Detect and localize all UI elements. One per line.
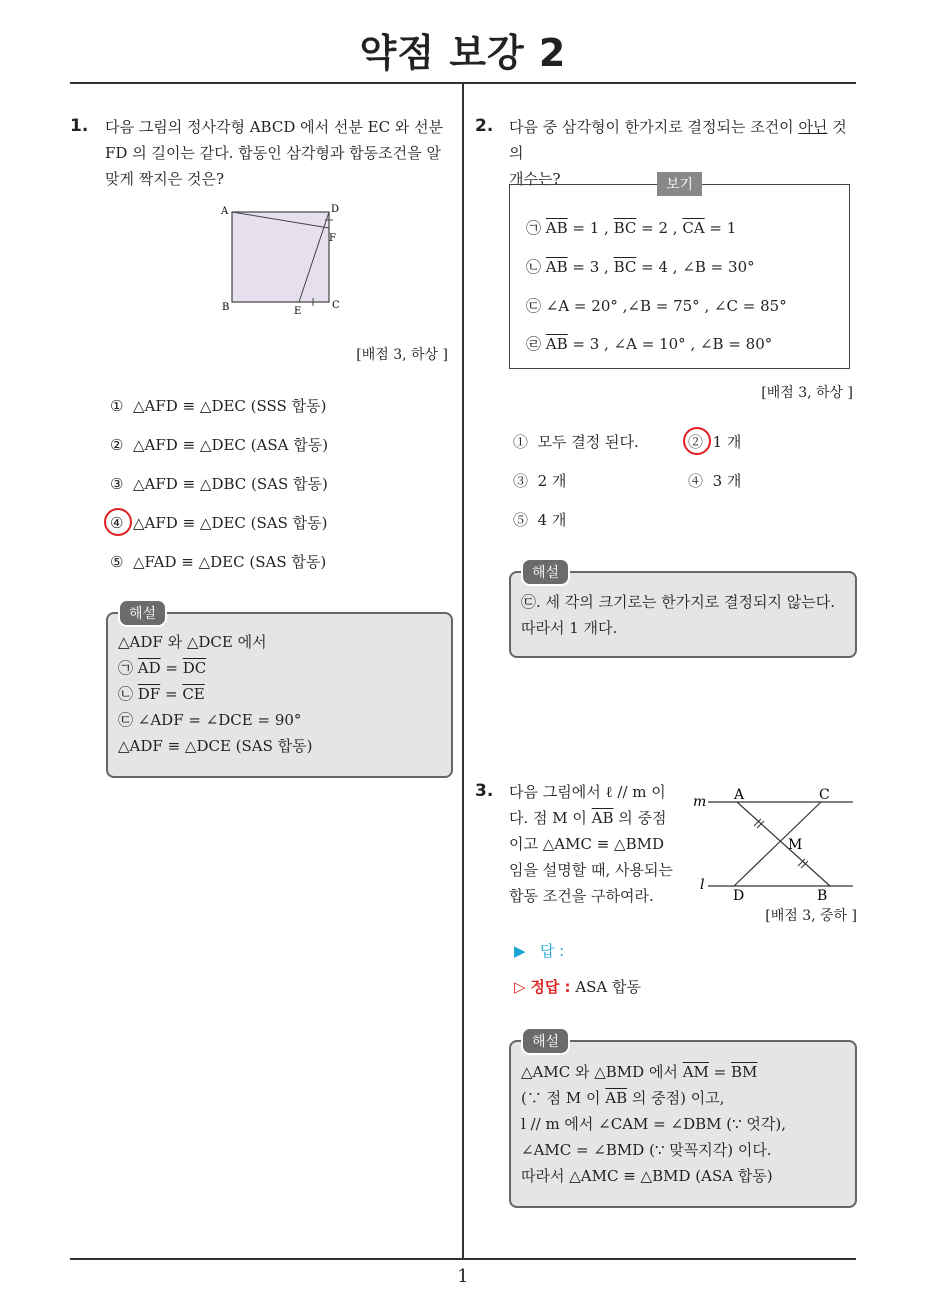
- solution-tag: 해설: [118, 599, 167, 627]
- label-d: D: [331, 204, 340, 215]
- question-number: 1.: [70, 116, 89, 136]
- option-5[interactable]: ⑤ △FAD ≡ △DEC (SAS 합동): [110, 553, 327, 571]
- label-e: E: [294, 306, 302, 317]
- score-label: [배점 3, 중하 ]: [765, 908, 857, 924]
- option-3[interactable]: ③ △AFD ≡ △DBC (SAS 합동): [110, 475, 328, 493]
- label-d: D: [733, 888, 745, 904]
- condition-2: ㉡ $\overline{AB} = 3$ , $\overline{BC} = 4$ , ∠B = 30°: [526, 258, 755, 276]
- question-text: 다음 그림의 정사각형 ABCD 에서 선분 EC 와 선분 FD 의 길이는 같다. 합동인 삼각형과 합동조건을 알 맞게 짝지은 것은?: [105, 118, 444, 188]
- condition-1: ㉠ $\overline{AB} = 1$ , $\overline{BC} = 2$ , $\overline{CA} = 1$: [526, 219, 737, 237]
- label-c: C: [819, 787, 830, 803]
- bogi-tag: 보기: [657, 172, 702, 196]
- option-2[interactable]: ② △AFD ≡ △DEC (ASA 합동): [110, 436, 329, 454]
- page-title: 약점 보강 2: [359, 31, 567, 75]
- score-label: [배점 3, 하상 ]: [356, 347, 448, 363]
- column-divider: [462, 82, 464, 1260]
- label-b: B: [222, 302, 230, 313]
- label-m-line: m: [693, 794, 707, 810]
- answer-row[interactable]: ▶ 답 :: [514, 942, 565, 960]
- label-f: F: [329, 233, 336, 244]
- option-1[interactable]: ① △AFD ≡ △DEC (SSS 합동): [110, 397, 327, 415]
- condition-4: ㉣ $\overline{AB} = 3$ , ∠A = 10° , ∠B = 80°: [526, 335, 773, 353]
- condition-3: ㉢ ∠A = 20° ,∠B = 75° , ∠C = 85°: [526, 297, 787, 315]
- label-m-point: M: [788, 837, 803, 853]
- outline-play-icon: ▷: [514, 978, 526, 996]
- solution-text: ㉢. 세 각의 크기로는 한가지로 결정되지 않는다. 따라서 1 개다.: [521, 593, 835, 637]
- solution-text: △AMC 와 △BMD 에서 $\overline{AM} = \overline{BM}$ (∵ 점 M 이 $\overline{AB}$ 의 중점) 이고, l // m 에서 ∠CAM = ∠DBM (∵ 엇각), ∠AMC = ∠BMD (∵ 맞꼭지각) 이다. 따라서 △AMC ≡ △BMD (ASA 합동): [521, 1063, 787, 1185]
- question-text: 다음 중 삼각형이 한가지로 결정되는 조건이 아닌 것의 개수는?: [509, 118, 847, 188]
- solution-text: △ADF 와 △DCE 에서 ㉠ $\overline{AD} = \overline{DC}$ ㉡ $\overline{DF} = \overline{CE}$ ㉢ ∠ADF = ∠DCE = 90° △ADF ≡ △DCE (SAS 합동): [118, 633, 313, 755]
- segment-cd: [734, 802, 821, 886]
- question-number: 2.: [475, 116, 494, 136]
- solution-tag: 해설: [521, 1027, 570, 1055]
- play-icon: ▶: [514, 942, 526, 960]
- option-1[interactable]: ① 모두 결정 된다.: [513, 433, 639, 451]
- option-4[interactable]: ④ 3 개: [688, 472, 742, 490]
- solution-tag: 해설: [521, 558, 570, 586]
- label-c: C: [332, 300, 340, 311]
- option-4[interactable]: ④ △AFD ≡ △DEC (SAS 합동): [110, 514, 328, 532]
- option-2[interactable]: ② 1 개: [688, 433, 742, 451]
- label-l-line: l: [700, 877, 705, 893]
- question-number: 3.: [475, 781, 494, 801]
- label-b: B: [817, 888, 828, 904]
- option-3[interactable]: ③ 2 개: [513, 472, 567, 490]
- option-5[interactable]: ⑤ 4 개: [513, 511, 567, 529]
- question-text: 다음 그림에서 ℓ // m 이 다. 점 M 이 $\overline{AB}$ 의 중점 이고 △AMC ≡ △BMD 임을 설명할 때, 사용되는 합동 조건을 구하여라.: [509, 783, 673, 905]
- parallel-lines-figure: [690, 782, 860, 906]
- answer-mark-circle: [683, 427, 711, 455]
- score-label: [배점 3, 하상 ]: [761, 385, 853, 401]
- segment-ab: [737, 802, 830, 886]
- label-a: A: [734, 787, 745, 803]
- page-number: 1: [457, 1266, 469, 1287]
- answer-mark-circle: [104, 508, 132, 536]
- bottom-rule: [70, 1258, 856, 1260]
- correct-answer-row: ▷ 정답 : ASA 합동: [514, 978, 642, 996]
- label-a: A: [221, 206, 229, 217]
- square-figure: [215, 200, 345, 320]
